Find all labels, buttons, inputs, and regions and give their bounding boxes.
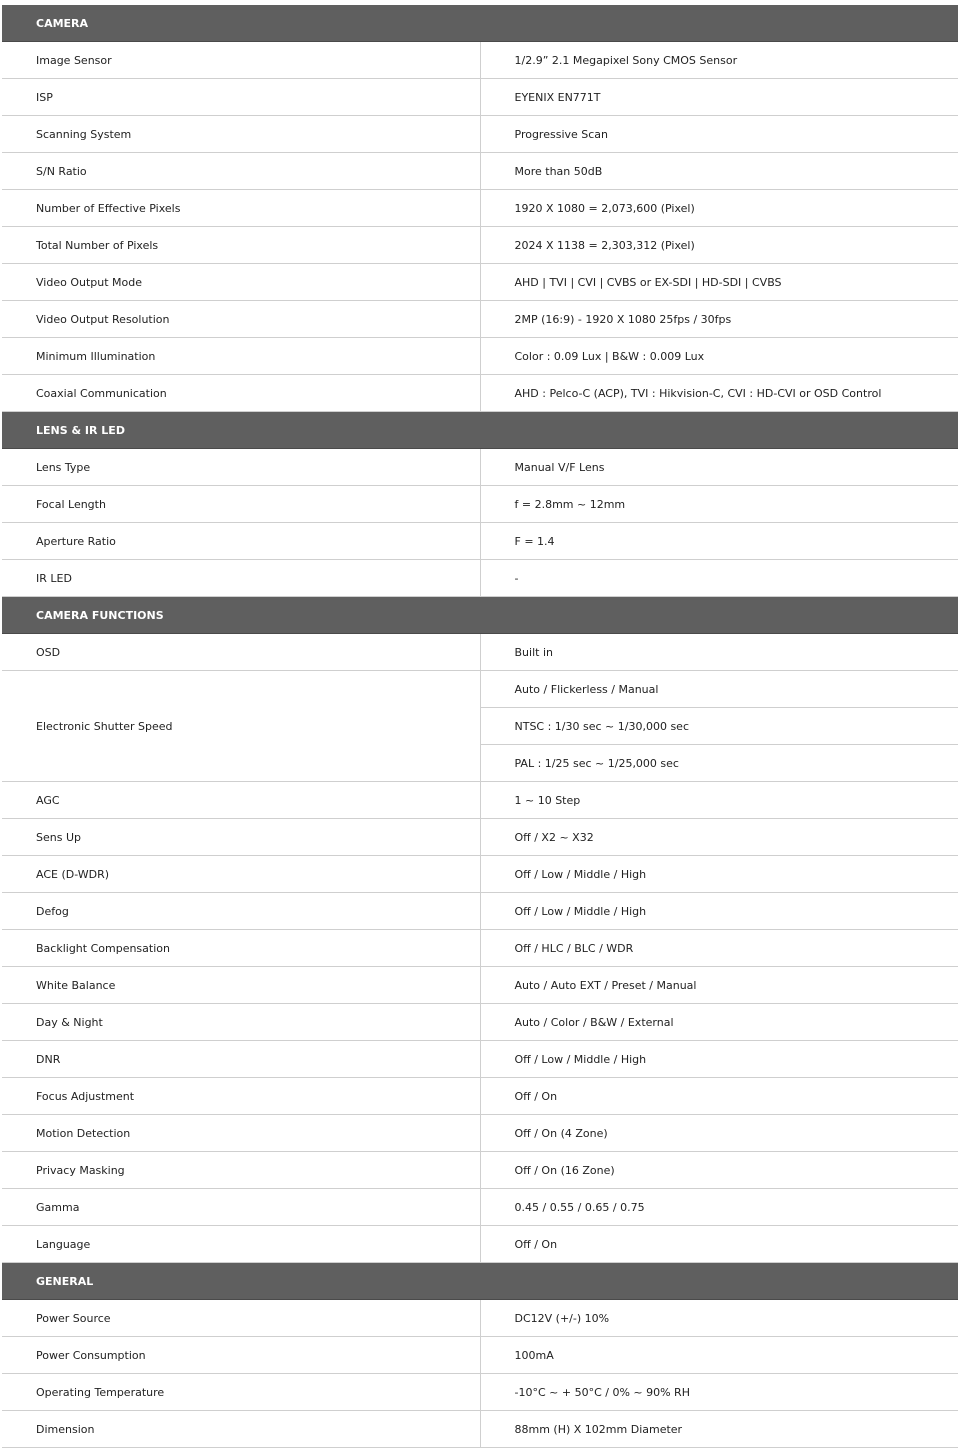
spec-row (2, 1374, 958, 1411)
spec-label: Video Output Mode (2, 264, 480, 301)
spec-label: White Balance (2, 967, 480, 1004)
spec-label: Scanning System (2, 116, 480, 153)
spec-row (2, 301, 958, 338)
spec-value: Manual V/F Lens (480, 449, 958, 486)
spec-label: ACE (D-WDR) (2, 856, 480, 893)
section-title: GENERAL (2, 1263, 958, 1300)
spec-table (2, 5, 958, 1448)
section-header (2, 5, 958, 42)
spec-value: 1/2.9” 2.1 Megapixel Sony CMOS Sensor (480, 42, 958, 79)
spec-row (2, 264, 958, 301)
section-title: LENS & IR LED (2, 412, 958, 449)
spec-row (2, 671, 958, 708)
spec-label: Video Output Resolution (2, 301, 480, 338)
spec-label: Focal Length (2, 486, 480, 523)
spec-label: IR LED (2, 560, 480, 597)
section-header (2, 412, 958, 449)
spec-value: 2MP (16:9) - 1920 X 1080 25fps / 30fps (480, 301, 958, 338)
spec-row (2, 1189, 958, 1226)
spec-value: Auto / Auto EXT / Preset / Manual (480, 967, 958, 1004)
spec-row (2, 1041, 958, 1078)
spec-value: Off / On (16 Zone) (480, 1152, 958, 1189)
spec-value: 100mA (480, 1337, 958, 1374)
spec-row (2, 782, 958, 819)
spec-row (2, 560, 958, 597)
spec-label: Power Consumption (2, 1337, 480, 1374)
spec-label: Minimum Illumination (2, 338, 480, 375)
spec-label: Dimension (2, 1411, 480, 1448)
spec-label: Backlight Compensation (2, 930, 480, 967)
spec-value: More than 50dB (480, 153, 958, 190)
spec-label: Coaxial Communication (2, 375, 480, 412)
spec-row (2, 1337, 958, 1374)
spec-value: Off / Low / Middle / High (480, 893, 958, 930)
spec-row (2, 819, 958, 856)
spec-label: Electronic Shutter Speed (2, 671, 480, 782)
spec-row (2, 1300, 958, 1337)
spec-label: DNR (2, 1041, 480, 1078)
spec-label: Power Source (2, 1300, 480, 1337)
spec-value: Off / Low / Middle / High (480, 856, 958, 893)
spec-row (2, 227, 958, 264)
spec-label: Motion Detection (2, 1115, 480, 1152)
spec-row (2, 449, 958, 486)
spec-value: Color : 0.09 Lux | B&W : 0.009 Lux (480, 338, 958, 375)
section-title: CAMERA (2, 5, 958, 42)
spec-label: Defog (2, 893, 480, 930)
spec-value: DC12V (+/-) 10% (480, 1300, 958, 1337)
spec-row (2, 375, 958, 412)
spec-label: ISP (2, 79, 480, 116)
spec-row (2, 116, 958, 153)
spec-value: Off / On (4 Zone) (480, 1115, 958, 1152)
spec-label: Language (2, 1226, 480, 1263)
spec-value: 88mm (H) X 102mm Diameter (480, 1411, 958, 1448)
spec-label: Operating Temperature (2, 1374, 480, 1411)
spec-value: -10°C ~ + 50°C / 0% ~ 90% RH (480, 1374, 958, 1411)
spec-row (2, 153, 958, 190)
spec-value: 2024 X 1138 = 2,303,312 (Pixel) (480, 227, 958, 264)
spec-row (2, 1078, 958, 1115)
spec-label: AGC (2, 782, 480, 819)
spec-label: Sens Up (2, 819, 480, 856)
spec-value: Off / On (480, 1078, 958, 1115)
spec-value: Off / HLC / BLC / WDR (480, 930, 958, 967)
spec-label: Privacy Masking (2, 1152, 480, 1189)
spec-row (2, 1115, 958, 1152)
spec-label: Focus Adjustment (2, 1078, 480, 1115)
spec-label: Aperture Ratio (2, 523, 480, 560)
spec-row (2, 893, 958, 930)
section-header (2, 597, 958, 634)
spec-row (2, 79, 958, 116)
spec-value: PAL : 1/25 sec ~ 1/25,000 sec (480, 745, 958, 782)
spec-label: Lens Type (2, 449, 480, 486)
spec-row (2, 1226, 958, 1263)
spec-value: Auto / Flickerless / Manual (480, 671, 958, 708)
spec-value: AHD : Pelco-C (ACP), TVI : Hikvision-C, CVI : HD-CVI or OSD Control (480, 375, 958, 412)
spec-label: S/N Ratio (2, 153, 480, 190)
spec-row (2, 190, 958, 227)
spec-value: EYENIX EN771T (480, 79, 958, 116)
spec-value: 0.45 / 0.55 / 0.65 / 0.75 (480, 1189, 958, 1226)
spec-row (2, 634, 958, 671)
spec-value: F = 1.4 (480, 523, 958, 560)
spec-row (2, 523, 958, 560)
section-title: CAMERA FUNCTIONS (2, 597, 958, 634)
spec-row (2, 1411, 958, 1448)
spec-row (2, 856, 958, 893)
spec-row (2, 1152, 958, 1189)
spec-value: Off / X2 ~ X32 (480, 819, 958, 856)
spec-value: 1920 X 1080 = 2,073,600 (Pixel) (480, 190, 958, 227)
spec-row (2, 930, 958, 967)
spec-value: Progressive Scan (480, 116, 958, 153)
spec-label: OSD (2, 634, 480, 671)
spec-value: NTSC : 1/30 sec ~ 1/30,000 sec (480, 708, 958, 745)
spec-label: Day & Night (2, 1004, 480, 1041)
spec-value: AHD | TVI | CVI | CVBS or EX-SDI | HD-SDI | CVBS (480, 264, 958, 301)
spec-value: 1 ~ 10 Step (480, 782, 958, 819)
spec-value: Auto / Color / B&W / External (480, 1004, 958, 1041)
spec-label: Gamma (2, 1189, 480, 1226)
spec-value: Built in (480, 634, 958, 671)
spec-row (2, 338, 958, 375)
spec-value: Off / On (480, 1226, 958, 1263)
spec-row (2, 1004, 958, 1041)
spec-value: - (480, 560, 958, 597)
spec-value: f = 2.8mm ~ 12mm (480, 486, 958, 523)
spec-value: Off / Low / Middle / High (480, 1041, 958, 1078)
section-header (2, 1263, 958, 1300)
spec-row (2, 42, 958, 79)
spec-row (2, 486, 958, 523)
spec-row (2, 967, 958, 1004)
spec-label: Image Sensor (2, 42, 480, 79)
spec-label: Total Number of Pixels (2, 227, 480, 264)
spec-label: Number of Effective Pixels (2, 190, 480, 227)
